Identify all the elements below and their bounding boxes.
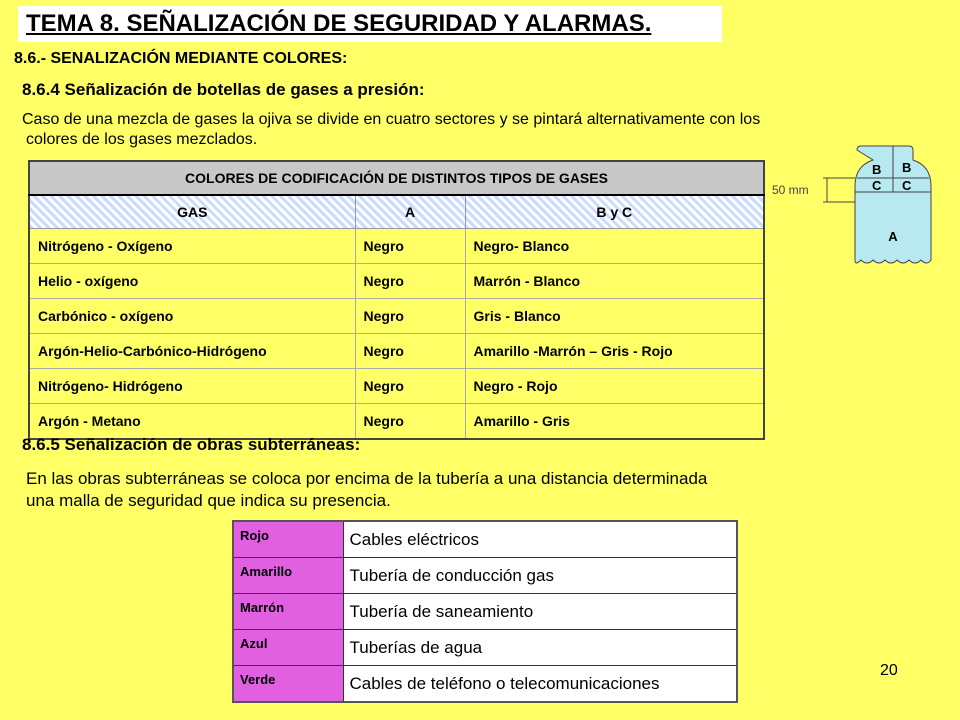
gas-table-caption: COLORES DE CODIFICACIÓN DE DISTINTOS TIPOS DE GASES: [29, 161, 764, 195]
bc-cell: Negro- Blanco: [465, 229, 764, 264]
header-b-c: B y C: [465, 195, 764, 229]
gas-color-table: [28, 160, 765, 440]
gas-cell: Carbónico - oxígeno: [29, 299, 355, 334]
table-row: [233, 666, 737, 703]
color-name-cell: Verde: [233, 666, 343, 703]
color-name-cell: Rojo: [233, 521, 343, 558]
color-meaning-cell: Tubería de saneamiento: [343, 594, 737, 630]
a-cell: Negro: [355, 229, 465, 264]
gas-table-header-row: [29, 195, 764, 229]
gas-cell: Nitrógeno- Hidrógeno: [29, 369, 355, 404]
section-heading: 8.6.- SENALIZACIÓN MEDIANTE COLORES:: [14, 50, 348, 67]
gas-bottle-diagram: [765, 142, 945, 282]
title-box: [18, 6, 722, 42]
header-gas: GAS: [29, 195, 355, 229]
color-name-cell: Amarillo: [233, 558, 343, 594]
table-row: [233, 521, 737, 558]
bc-cell: Amarillo - Gris: [465, 404, 764, 440]
a-cell: Negro: [355, 334, 465, 369]
body-label-a: A: [888, 229, 898, 244]
a-cell: Negro: [355, 264, 465, 299]
color-meaning-cell: Tuberías de agua: [343, 630, 737, 666]
header-a: A: [355, 195, 465, 229]
color-name-cell: Marrón: [233, 594, 343, 630]
bc-cell: Negro - Rojo: [465, 369, 764, 404]
gas-cell: Argón-Helio-Carbónico-Hidrógeno: [29, 334, 355, 369]
sector-label-c-left: C: [872, 178, 882, 193]
table-row: [29, 299, 764, 334]
a-cell: Negro: [355, 404, 465, 440]
table-row: [29, 334, 764, 369]
color-name-cell: Azul: [233, 630, 343, 666]
table-row: [233, 630, 737, 666]
underground-color-table: [232, 520, 738, 703]
table-row: [29, 404, 764, 440]
sector-label-c-right: C: [902, 178, 912, 193]
subsection-heading-underground: 8.6.5 Señalización de obras subterráneas:: [22, 435, 361, 454]
bc-cell: Marrón - Blanco: [465, 264, 764, 299]
page-number: 20: [880, 662, 898, 679]
intro-line-1: Caso de una mezcla de gases la ojiva se divide en cuatro sectores y se pintará alternativamente con los: [22, 111, 761, 128]
table-row: [29, 264, 764, 299]
subsection-heading-gases: 8.6.4 Señalización de botellas de gases a presión:: [22, 80, 425, 99]
page-title: TEMA 8. SEÑALIZACIÓN DE SEGURIDAD Y ALARMAS.: [26, 10, 652, 37]
a-cell: Negro: [355, 369, 465, 404]
underground-line-2: una malla de seguridad que indica su presencia.: [26, 491, 391, 510]
gas-cell: Nitrógeno - Oxígeno: [29, 229, 355, 264]
table-row: [233, 594, 737, 630]
table-row: [29, 229, 764, 264]
gas-cell: Argón - Metano: [29, 404, 355, 440]
gas-cell: Helio - oxígeno: [29, 264, 355, 299]
sector-label-b-right: B: [902, 160, 912, 175]
sector-label-b-left: B: [872, 162, 882, 177]
a-cell: Negro: [355, 299, 465, 334]
underground-paragraph: [26, 468, 926, 512]
color-meaning-cell: Cables eléctricos: [343, 521, 737, 558]
underground-line-1: En las obras subterráneas se coloca por encima de la tubería a una distancia determinada: [26, 469, 708, 488]
color-meaning-cell: Tubería de conducción gas: [343, 558, 737, 594]
bc-cell: Amarillo -Marrón – Gris - Rojo: [465, 334, 764, 369]
intro-line-2: colores de los gases mezclados.: [26, 131, 258, 148]
color-meaning-cell: Cables de teléfono o telecomunicaciones: [343, 666, 737, 703]
table-row: [233, 558, 737, 594]
dimension-label: 50 mm: [772, 183, 809, 197]
bc-cell: Gris - Blanco: [465, 299, 764, 334]
table-row: [29, 369, 764, 404]
